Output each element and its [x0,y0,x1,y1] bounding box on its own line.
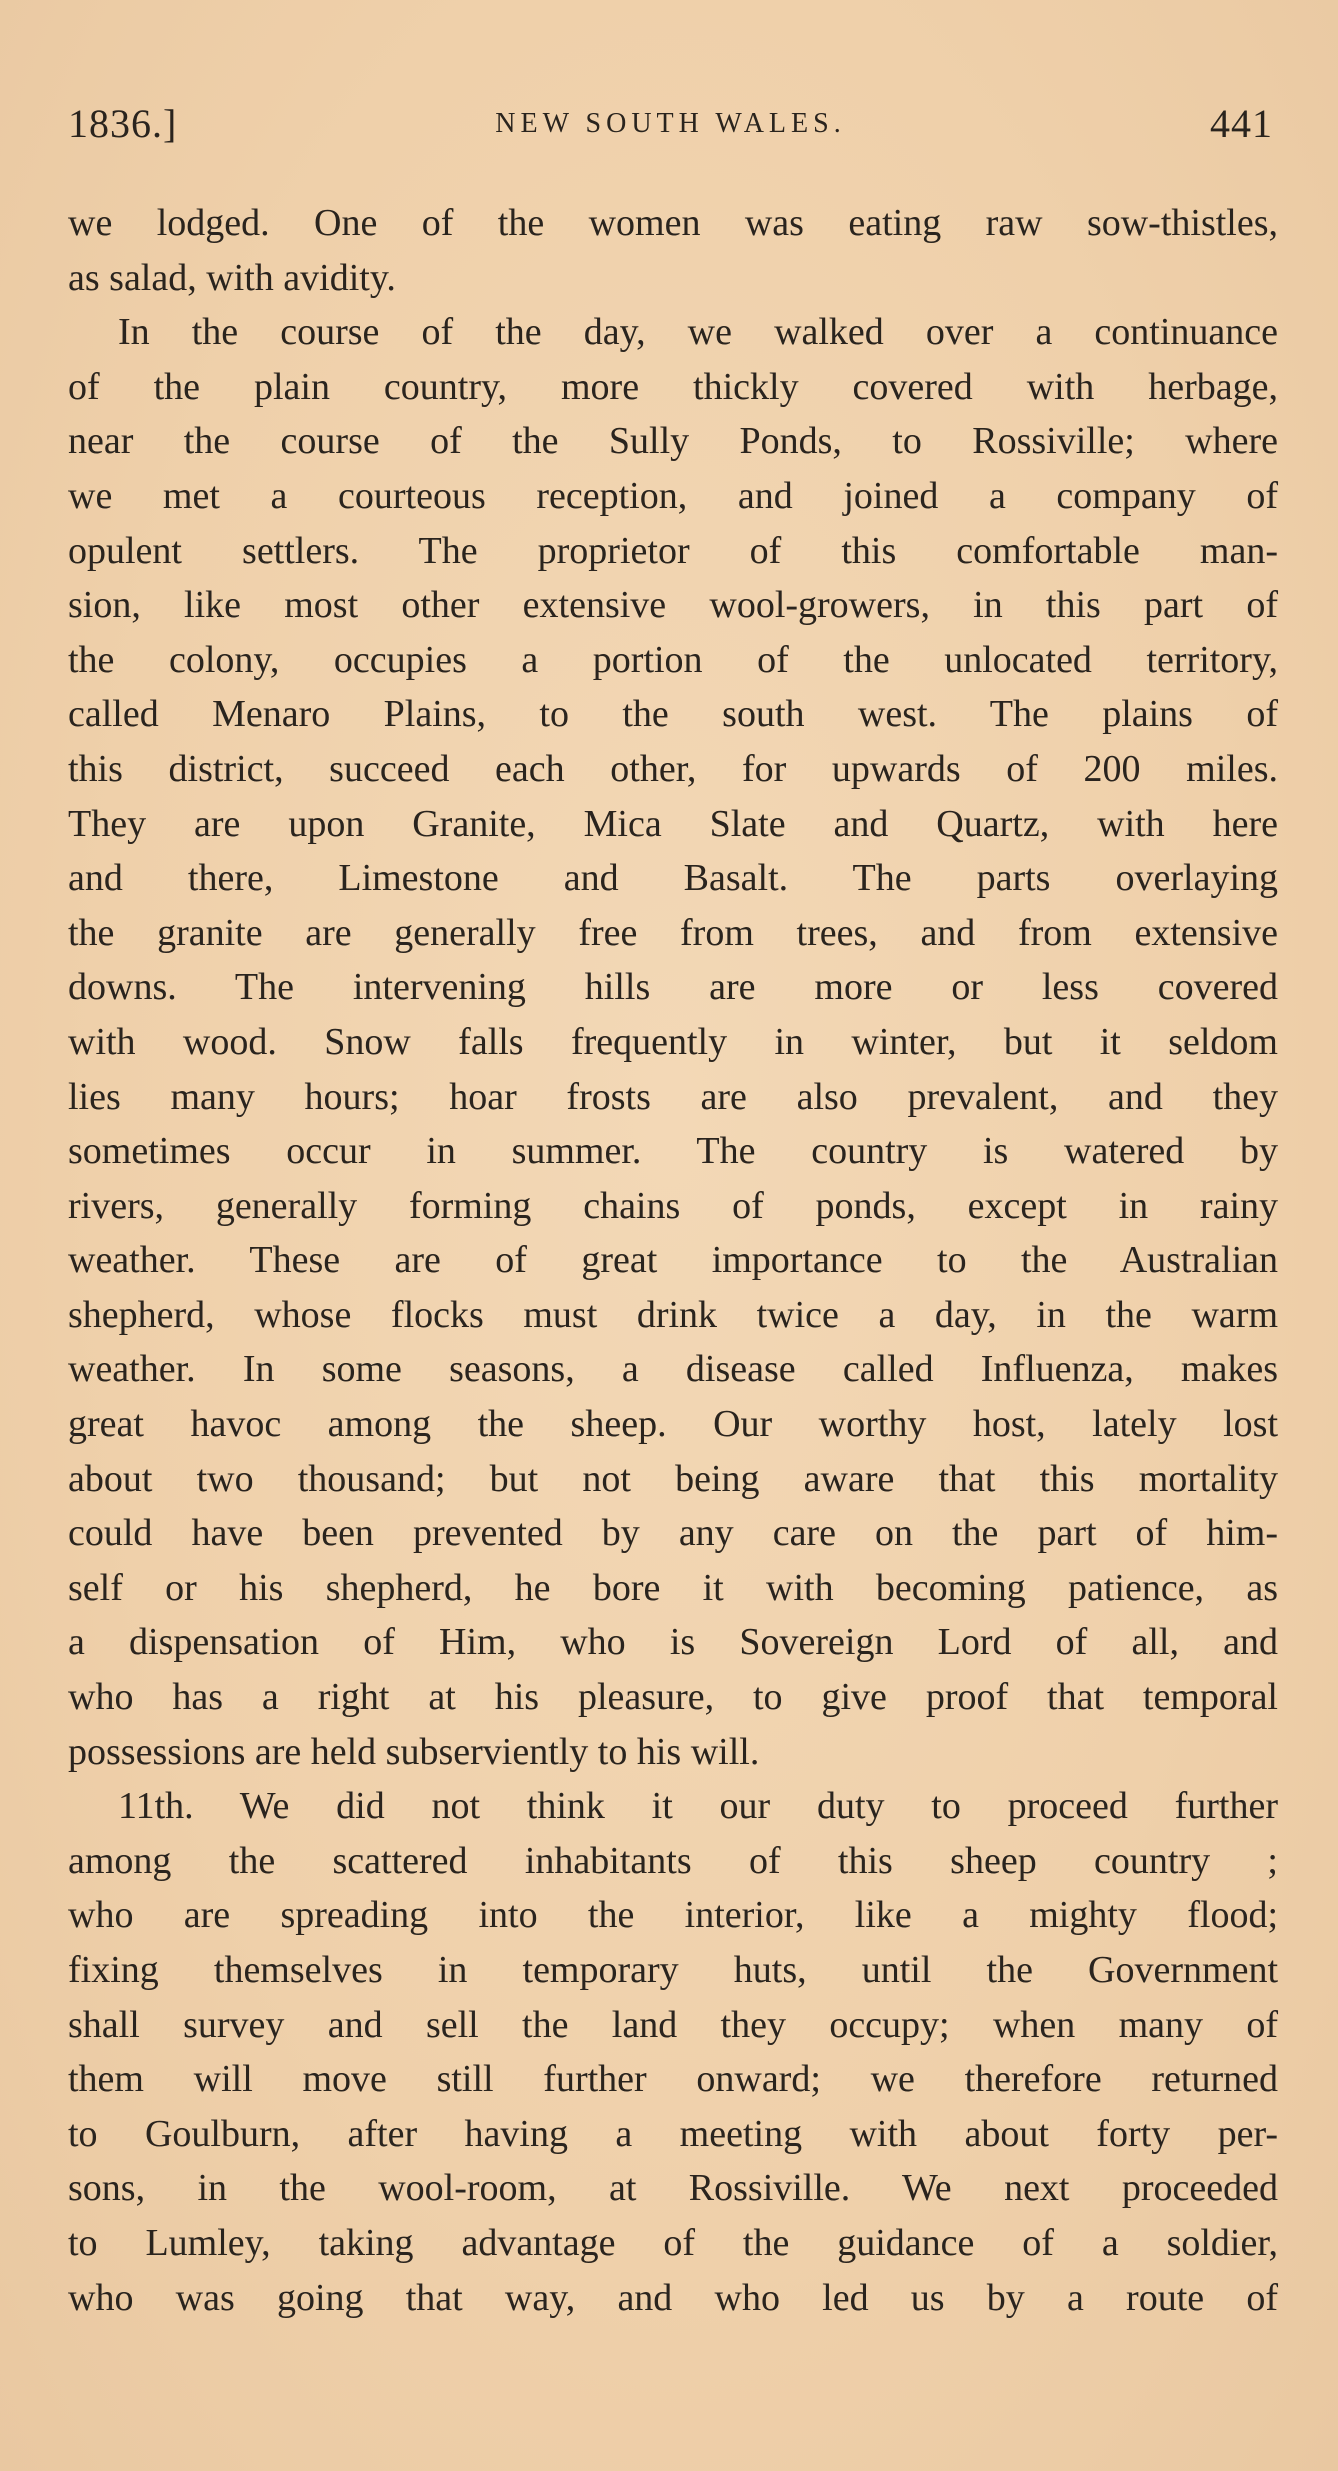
text-line: downs. The intervening hills are more or less covered [68,966,1278,1009]
text-line: 11th. We did not think it our duty to proceed further [118,1785,1278,1828]
page-number: 441 [1210,101,1273,146]
text-line: opulent settlers. The proprietor of this comfortable man- [68,529,1278,572]
text-line: who are spreading into the interior, like a mighty flood; [68,1894,1278,1937]
text-line: who has a right at his pleasure, to give proof that temporal [68,1676,1278,1719]
text-line: rivers, generally forming chains of ponds, except in rainy [68,1184,1278,1227]
header-title: NEW SOUTH WALES. [495,108,846,139]
text-line: with wood. Snow falls frequently in winter, but it seldom [68,1020,1278,1063]
text-line: called Menaro Plains, to the south west. The plains of [68,693,1278,736]
text-line: to Lumley, taking advantage of the guidance of a soldier, [68,2221,1278,2264]
text-line: weather. In some seasons, a disease called Influenza, makes [68,1348,1278,1391]
text-line: as salad, with avidity. [68,256,396,299]
text-line: to Goulburn, after having a meeting with about forty per- [68,2112,1278,2155]
text-line: weather. These are of great importance to the Australian [68,1239,1278,1282]
text-line: great havoc among the sheep. Our worthy host, lately lost [68,1403,1278,1446]
text-line: a dispensation of Him, who is Sovereign Lord of all, and [68,1621,1278,1664]
text-line: the granite are generally free from trees, and from extensive [68,911,1278,954]
body-text [68,196,1278,2325]
text-line: could have been prevented by any care on the part of him- [68,1512,1278,1555]
text-line: this district, succeed each other, for upwards of 200 miles. [68,747,1278,790]
text-line: shepherd, whose flocks must drink twice a day, in the warm [68,1293,1278,1336]
text-line: near the course of the Sully Ponds, to Rossiville; where [68,420,1278,463]
text-line: sion, like most other extensive wool-growers, in this part of [68,584,1278,627]
text-line: shall survey and sell the land they occupy; when many of [68,2003,1278,2046]
text-line: lies many hours; hoar frosts are also prevalent, and they [68,1075,1278,1118]
text-line: sons, in the wool-room, at Rossiville. We next proceeded [68,2167,1278,2210]
text-line: fixing themselves in temporary huts, until the Government [68,1949,1278,1991]
text-line: them will move still further onward; we therefore returned [68,2058,1278,2101]
text-line: the colony, occupies a portion of the unlocated territory, [68,638,1278,681]
text-line: we met a courteous reception, and joined a company of [68,474,1278,517]
running-header [68,100,1273,160]
header-year: 1836.] [68,101,178,146]
text-line: sometimes occur in summer. The country is watered by [68,1130,1278,1173]
text-line: of the plain country, more thickly covered with herbage, [68,365,1278,408]
text-line: among the scattered inhabitants of this sheep country ; [68,1839,1278,1882]
text-line: In the course of the day, we walked over a continuance [118,311,1278,354]
text-line: possessions are held subserviently to his will. [68,1730,760,1773]
text-line: They are upon Granite, Mica Slate and Quartz, with here [68,802,1278,845]
text-line: who was going that way, and who led us by a route of [68,2276,1278,2319]
text-line: about two thousand; but not being aware that this mortality [68,1457,1278,1500]
text-line: we lodged. One of the women was eating raw sow-thistles, [68,202,1278,244]
text-line: and there, Limestone and Basalt. The parts overlaying [68,857,1278,900]
text-line: self or his shepherd, he bore it with becoming patience, as [68,1566,1278,1609]
